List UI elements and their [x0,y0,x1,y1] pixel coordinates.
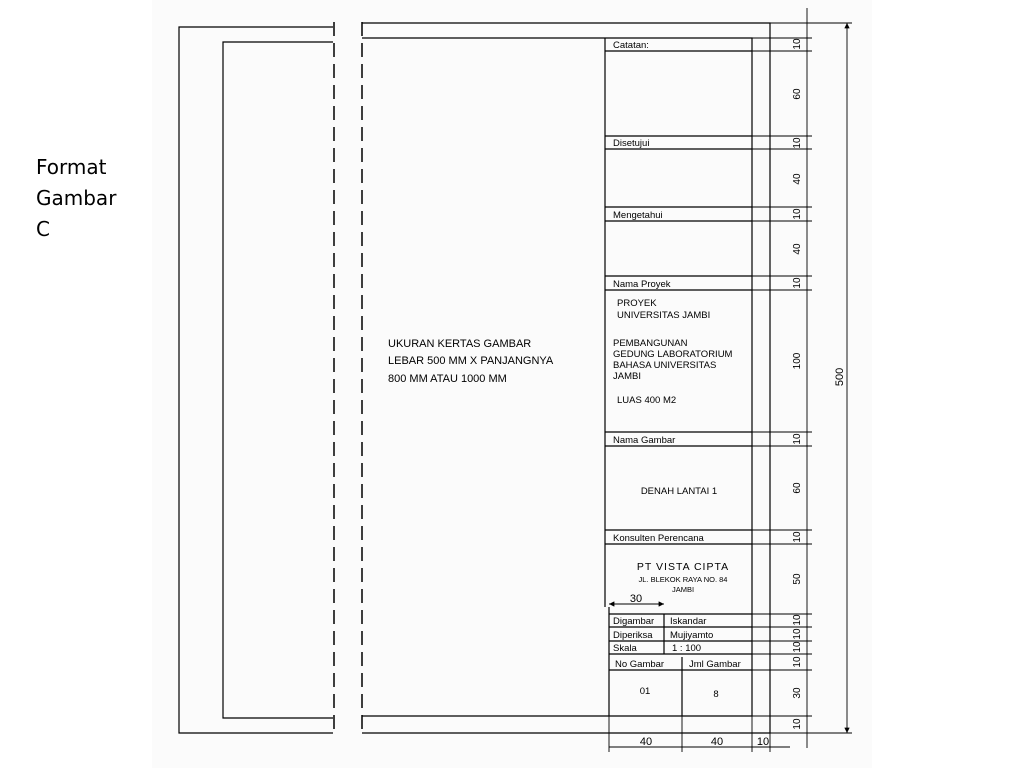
label-nama-gambar: Nama Gambar [613,435,676,446]
dim-label-bottom: 40 [710,736,724,748]
slide-title-line: Format [36,155,107,179]
value-firm-address: JL. BLEKOK RAYA NO. 84 [638,575,728,584]
dim-label-row: 10 [792,656,803,668]
value-firm-city: JAMBI [671,585,695,594]
value-proyek: UNIVERSITAS JAMBI [617,310,711,321]
value-pembangunan: JAMBI [613,371,641,382]
drawing-sheet-diagram [152,0,872,768]
value-jml-gambar: 8 [713,689,719,700]
binding-strip-outer [179,27,333,733]
value-luas: LUAS 400 M2 [617,395,677,406]
label-disetujui: Disetujui [613,138,650,149]
dim-label-row: 10 [792,277,803,289]
dim-label-row: 10 [792,641,803,653]
label-no-gambar: No Gambar [615,659,665,670]
main-note-line: LEBAR 500 MM X PANJANGNYA [388,355,554,367]
value-skala: 1 : 100 [672,643,702,654]
value-nama-gambar: DENAH LANTAI 1 [640,486,718,497]
label-diperiksa: Diperiksa [613,630,653,641]
label-skala: Skala [613,643,637,654]
dim-label-row: 50 [792,573,803,585]
label-konsultan: Konsulten Perencana [613,533,704,544]
main-note-line: 800 MM ATAU 1000 MM [388,373,507,385]
value-diperiksa: Mujiyamto [670,630,714,641]
label-catatan: Catatan: [613,40,649,51]
label-nama-proyek: Nama Proyek [613,279,671,290]
value-proyek: PROYEK [617,298,657,309]
slide-title-line: C [36,217,50,241]
dim-label-row: 100 [792,352,803,370]
dim-label-row: 60 [792,88,803,100]
value-pembangunan: BAHASA UNIVERSITAS [613,360,717,371]
value-pembangunan: PEMBANGUNAN [613,338,688,349]
label-digambar: Digambar [613,616,655,627]
dim-label-label-width: 30 [629,593,643,605]
dim-label-bottom: 10 [756,736,770,748]
binding-strip-inner [223,42,333,718]
slide-title-line: Gambar [36,186,117,210]
drawing-sheet-page [152,0,872,768]
dim-label-row: 40 [792,243,803,255]
value-pembangunan: GEDUNG LABORATORIUM [613,349,733,360]
dim-label-row: 10 [792,628,803,640]
dim-label-row: 10 [792,531,803,543]
dim-label-total-height: 500 [834,367,846,387]
label-jml-gambar: Jml Gambar [689,659,741,670]
slide-title [36,152,156,245]
dim-label-row: 10 [792,137,803,149]
dim-label-row: 10 [792,208,803,220]
dim-label-row: 30 [792,687,803,699]
dim-label-row: 10 [792,614,803,626]
dim-label-row: 60 [792,482,803,494]
label-mengetahui: Mengetahui [613,210,663,221]
value-digambar: Iskandar [670,616,707,627]
main-note-line: UKURAN KERTAS GAMBAR [388,338,532,350]
dim-label-row: 10 [792,38,803,50]
dim-label-bottom: 40 [639,736,653,748]
value-firm-name: PT VISTA CIPTA [636,561,730,573]
dim-label-row: 10 [792,433,803,445]
dim-label-row: 40 [792,173,803,185]
dim-label-row: 10 [792,718,803,730]
value-no-gambar: 01 [639,686,651,697]
